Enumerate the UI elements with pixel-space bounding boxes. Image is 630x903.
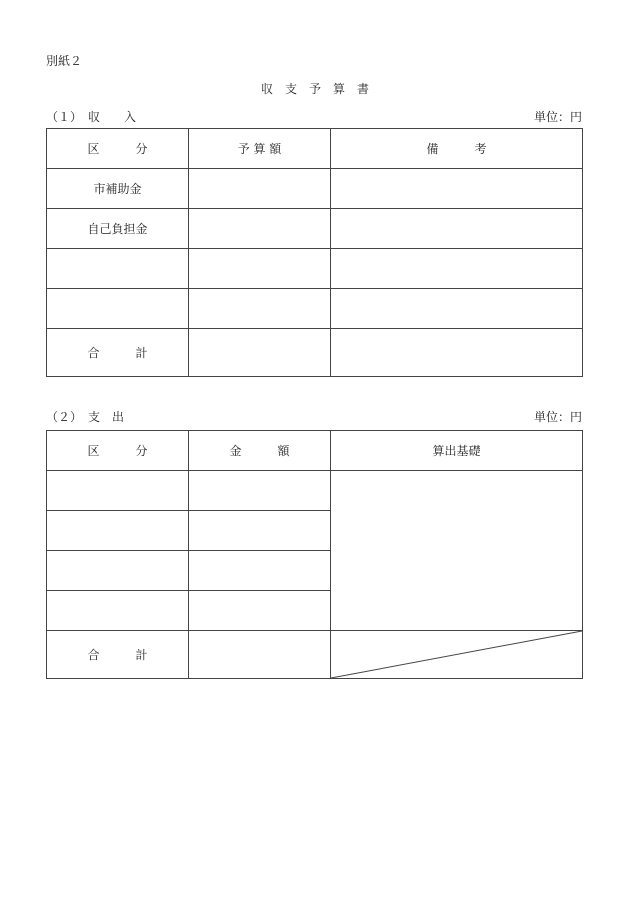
income-row-category: 市補助金 xyxy=(47,169,189,209)
income-total-amount xyxy=(189,329,331,377)
expense-row-amount xyxy=(189,511,331,551)
table-row xyxy=(47,249,583,289)
income-row-amount xyxy=(189,249,331,289)
expense-total-amount xyxy=(189,631,331,679)
table-row xyxy=(47,169,583,209)
table-row xyxy=(47,471,583,511)
expense-total-row xyxy=(47,631,583,679)
income-header-budget: 予 算 額 xyxy=(189,129,331,169)
expense-row-category xyxy=(47,471,189,511)
expense-row-category xyxy=(47,551,189,591)
income-row-category xyxy=(47,249,189,289)
income-unit-label: 単位：円 xyxy=(533,110,582,124)
expense-heading: （２） 支 出 xyxy=(46,410,125,424)
expense-row-amount xyxy=(189,591,331,631)
expense-header-amount: 金 額 xyxy=(189,431,331,471)
expense-header-category: 区 分 xyxy=(47,431,189,471)
income-row-category: 自己負担金 xyxy=(47,209,189,249)
income-row-remarks xyxy=(331,289,583,329)
expense-section-header xyxy=(46,408,582,425)
income-total-remarks xyxy=(331,329,583,377)
income-row-amount xyxy=(189,289,331,329)
income-heading: （１） 収 入 xyxy=(46,110,137,124)
document-reference: 別紙２ xyxy=(46,54,83,68)
table-row xyxy=(47,289,583,329)
income-row-remarks xyxy=(331,169,583,209)
income-header-category: 区 分 xyxy=(47,129,189,169)
income-row-remarks xyxy=(331,249,583,289)
income-row-category xyxy=(47,289,189,329)
diagonal-strike-line xyxy=(331,631,582,678)
income-header-row xyxy=(47,129,583,169)
income-row-amount xyxy=(189,169,331,209)
income-total-label: 合 計 xyxy=(47,329,189,377)
income-row-amount xyxy=(189,209,331,249)
income-header-remarks: 備 考 xyxy=(331,129,583,169)
income-row-remarks xyxy=(331,209,583,249)
expense-row-category xyxy=(47,511,189,551)
document-title: 収 支 予 算 書 xyxy=(260,82,369,96)
income-total-row xyxy=(47,329,583,377)
expense-header-basis: 算出基礎 xyxy=(331,431,583,471)
expense-total-label: 合 計 xyxy=(47,631,189,679)
expense-row-category xyxy=(47,591,189,631)
expense-header-row xyxy=(47,431,583,471)
expense-table xyxy=(46,430,583,679)
income-section-header xyxy=(46,108,582,125)
table-row xyxy=(47,209,583,249)
expense-total-diagonal-cell xyxy=(331,631,583,679)
expense-row-amount xyxy=(189,551,331,591)
income-table xyxy=(46,128,583,377)
expense-row-amount xyxy=(189,471,331,511)
expense-unit-label: 単位：円 xyxy=(533,410,582,424)
expense-basis-cell xyxy=(331,471,583,631)
